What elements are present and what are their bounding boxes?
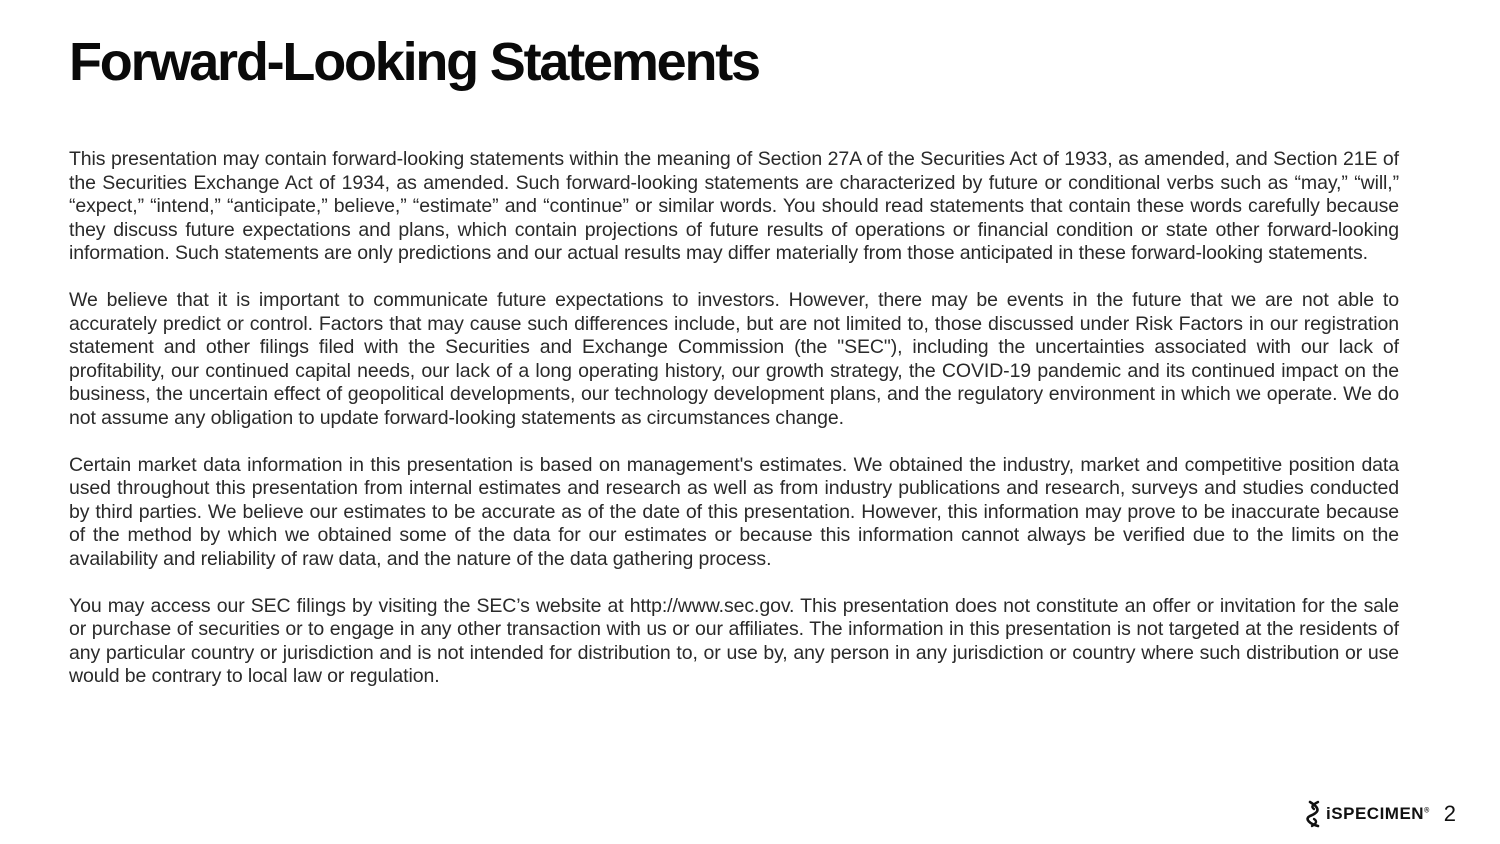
paragraph-market-data: Certain market data information in this presentation is based on management's estimates. We obtained the industry, market and competitive position data used throughout this presentation from internal estimates and research as well as from industry publications and research, surveys and studies conducted by third parties. We believe our estimates to be accurate as of the date of this presentation. However, this information may prove to be inaccurate because of the method by which we obtained some of the data for our estimates or because this information cannot always be verified due to the limits on the availability and reliability of raw data, and the nature of the data gathering process.: [69, 453, 1399, 570]
page-title: Forward-Looking Statements: [69, 32, 759, 92]
page-number: 2: [1443, 801, 1456, 826]
paragraph-sec-filings: You may access our SEC filings by visiting the SEC’s website at http://www.sec.gov. This presentation does not constitute an offer or invitation for the sale or purchase of securities or to engage in any other transaction with us or our affiliates. The information in this presentation is not targeted at the residents of any particular country or jurisdiction and is not intended for distribution to, or use by, any person in any jurisdiction or country where such distribution or use would be contrary to local law or regulation.: [69, 594, 1399, 688]
paragraph-risk-factors: We believe that it is important to communicate future expectations to investors. However, there may be events in the future that we are not able to accurately predict or control. Factors that may cause such differences include, but are not limited to, those discussed under Risk Factors in our registration statement and other filings filed with the Securities and Exchange Commission (the "SEC"), including the uncertainties associated with our lack of profitability, our continued capital needs, our lack of a long operating history, our growth strategy, the COVID-19 pandemic and its continued impact on the business, the uncertain effect of geopolitical developments, our technology development plans, and the regulatory environment in which we operate. We do not assume any obligation to update forward-looking statements as circumstances change.: [69, 288, 1399, 429]
body-text: [69, 148, 1399, 712]
company-logo: [1306, 800, 1430, 828]
logo-text: iSPECIMEN®: [1326, 804, 1430, 823]
footer: [1306, 800, 1456, 828]
paragraph-forward-looking: This presentation may contain forward-looking statements within the meaning of Section 27A of the Securities Act of 1933, as amended, and Section 21E of the Securities Exchange Act of 1934, as amended. Such forward-looking statements are characterized by future or conditional verbs such as “may,” “will,” “expect,” “intend,” “anticipate,” believe,” “estimate” and “continue” or similar words. You should read statements that contain these words carefully because they discuss future expectations and plans, which contain projections of future results of operations or financial condition or state other forward-looking information. Such statements are only predictions and our actual results may differ materially from those anticipated in these forward-looking statements.: [69, 148, 1399, 265]
dna-helix-icon: [1306, 800, 1322, 828]
